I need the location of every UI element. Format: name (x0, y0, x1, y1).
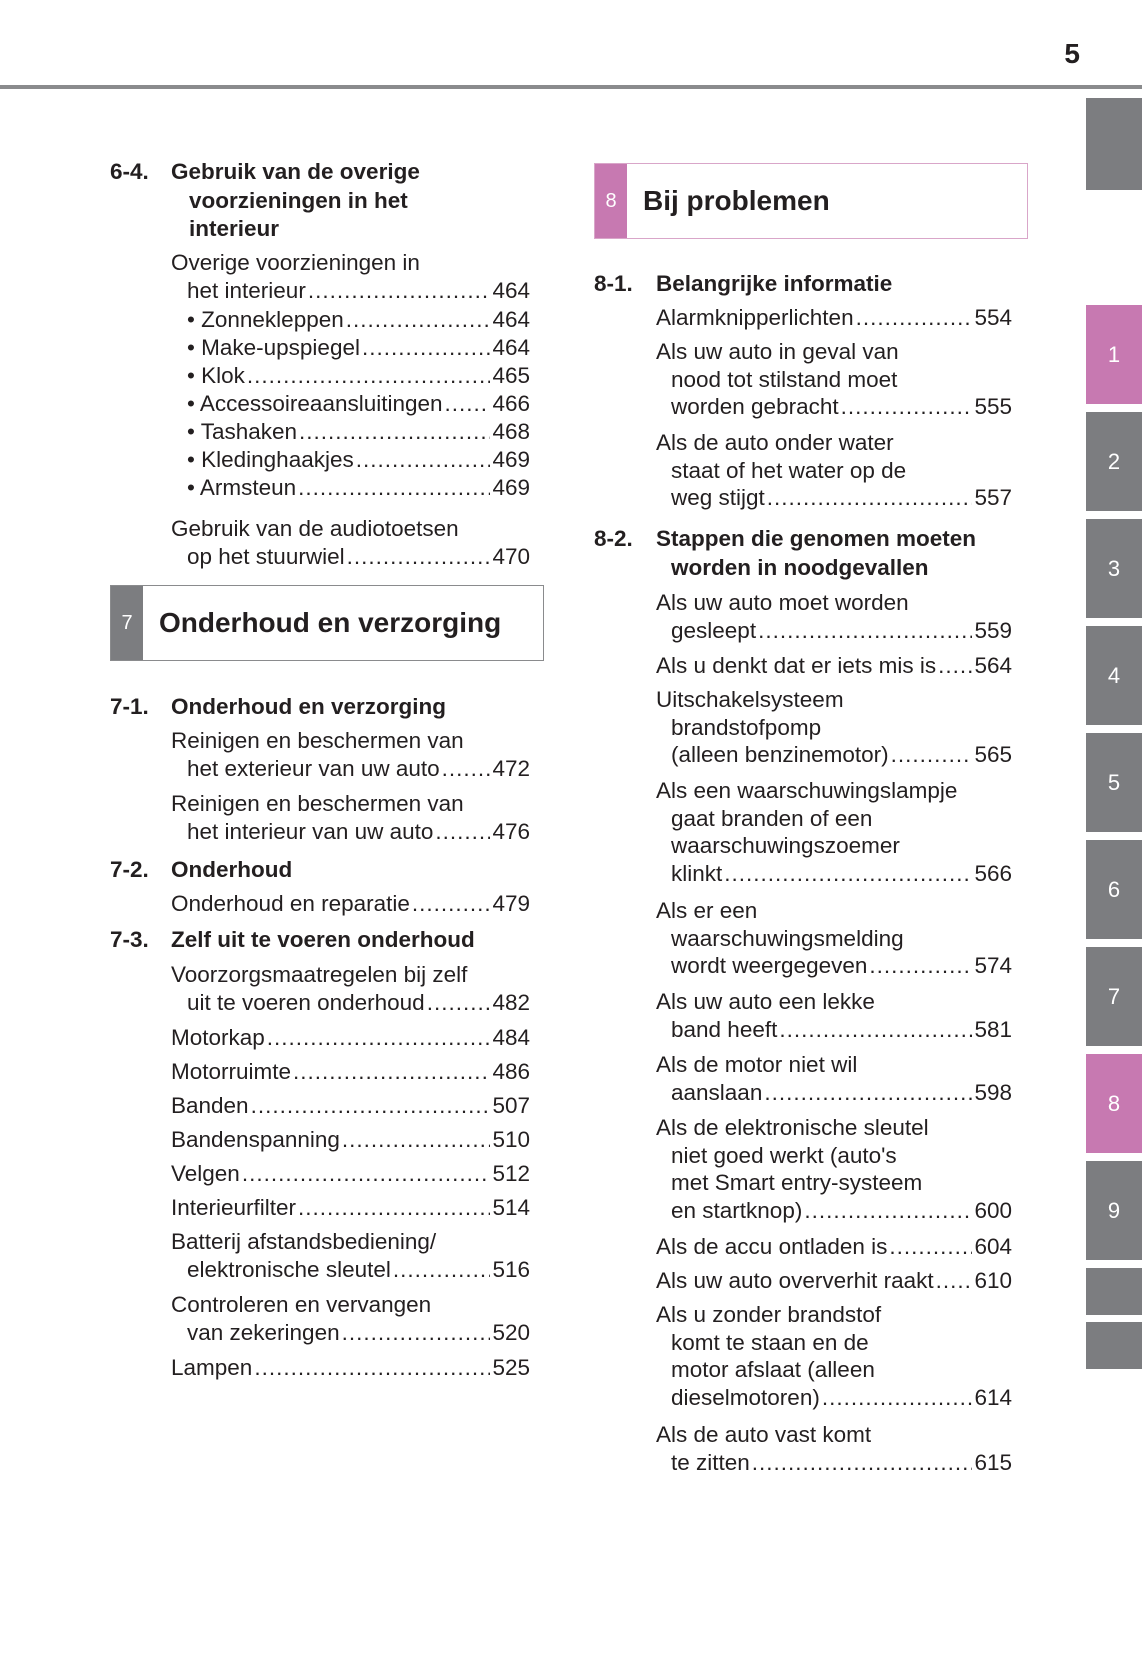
page-ref[interactable]: 469 (492, 475, 530, 500)
dot-leader (804, 1196, 972, 1225)
page-ref[interactable]: 465 (492, 363, 530, 388)
dot-leader (298, 473, 490, 502)
toc-entry-line (171, 1057, 530, 1086)
entry-text: wordt weergegeven (671, 953, 868, 978)
dot-leader (767, 483, 973, 512)
toc-entry-line (171, 1091, 530, 1120)
section-title: Onderhoud en verzorging (171, 694, 447, 719)
dot-leader (362, 333, 490, 362)
toc-entry-line (656, 651, 1012, 680)
dot-leader (251, 1091, 491, 1120)
entry-text: aanslaan (671, 1079, 763, 1105)
dot-leader (247, 361, 491, 390)
entry-text: van zekeringen (187, 1319, 340, 1345)
entry-text: • Armsteun (187, 475, 297, 500)
entry-text: Velgen (171, 1161, 240, 1186)
entry-text: motor afslaat (alleen (671, 1357, 875, 1382)
entry-text: Batterij afstandsbediening/ (171, 1229, 437, 1254)
section-title: interieur (189, 216, 280, 241)
toc-entry-line (187, 817, 530, 846)
page-ref[interactable]: 574 (974, 953, 1012, 978)
page-ref[interactable]: 472 (492, 755, 530, 781)
entry-text: staat of het water op de (671, 457, 907, 483)
toc-entry-line (171, 889, 530, 918)
toc-entry-line (187, 473, 530, 502)
toc-entry-line (671, 951, 1012, 980)
page-number: 5 (1064, 38, 1080, 69)
page-ref[interactable]: 484 (492, 1025, 530, 1050)
page-ref[interactable]: 464 (492, 335, 530, 360)
dot-leader (752, 1448, 973, 1477)
page-ref[interactable]: 520 (492, 1319, 530, 1345)
chapter-tab-6[interactable] (1086, 840, 1142, 939)
entry-text: Lampen (171, 1355, 253, 1380)
toc-entry-line (187, 445, 530, 474)
page-ref[interactable]: 525 (492, 1355, 530, 1380)
page-ref[interactable]: 476 (492, 818, 530, 844)
dot-leader (758, 616, 972, 645)
dot-leader (393, 1255, 491, 1284)
entry-text: Als u denkt dat er iets mis is (656, 653, 937, 678)
entry-text: (alleen benzinemotor) (671, 742, 889, 767)
entry-text: worden gebracht (671, 394, 839, 419)
entry-text: Als uw auto oververhit raakt (656, 1268, 934, 1293)
section-title: Gebruik van de overige (171, 159, 420, 184)
chapter-tab-7[interactable] (1086, 947, 1142, 1046)
dot-leader (427, 988, 491, 1017)
entry-text: te zitten (671, 1449, 750, 1475)
section-title: worden in noodgevallen (671, 554, 929, 580)
chapter-number: 7 (111, 586, 143, 660)
entry-text: dieselmotoren) (671, 1384, 820, 1410)
entry-text: Als de motor niet wil (656, 1052, 858, 1077)
toc-entry-line (187, 361, 530, 390)
dot-leader (342, 1318, 491, 1347)
toc-entry-line (187, 1318, 530, 1347)
entry-text: brandstofpomp (671, 714, 822, 740)
dot-leader (856, 303, 973, 332)
entry-text: Bandenspanning (171, 1127, 340, 1152)
entry-text: op het stuurwiel (187, 543, 345, 569)
toc-entry-line (187, 333, 530, 362)
tab-label: 5 (1107, 769, 1121, 795)
dot-leader (347, 542, 491, 571)
chapter-title: Bij problemen (643, 185, 830, 216)
header-rule (0, 85, 1142, 89)
entry-text: Uitschakelsysteem (656, 687, 844, 712)
section-title: Onderhoud (171, 857, 293, 882)
entry-text: Onderhoud en reparatie (171, 891, 410, 916)
page-ref[interactable]: 512 (492, 1161, 530, 1186)
entry-text: • Zonnekleppen (187, 307, 344, 332)
toc-entry-line (656, 1232, 1012, 1261)
page-ref[interactable]: 469 (492, 447, 530, 472)
entry-text: Als uw auto moet worden (656, 590, 909, 615)
tab-label: 9 (1107, 1197, 1121, 1223)
page-ref[interactable]: 559 (974, 617, 1012, 643)
page-ref[interactable]: 507 (492, 1093, 530, 1118)
page-ref[interactable]: 598 (974, 1079, 1012, 1105)
page-ref[interactable]: 470 (492, 543, 530, 569)
toc-entry-line (171, 1193, 530, 1222)
dot-leader (356, 445, 491, 474)
chapter-tab-8[interactable] (1086, 1054, 1142, 1153)
toc-entry-line (671, 1196, 1012, 1225)
toc-entry-line (187, 305, 530, 334)
entry-text: Gebruik van de audiotoetsen (171, 516, 459, 541)
toc-entry-line (187, 417, 530, 446)
chapter-tab-4[interactable] (1086, 626, 1142, 725)
entry-text: Overige voorzieningen in (171, 250, 420, 275)
toc-entry-line (671, 1078, 1012, 1107)
section-number: 8-1. (594, 271, 633, 296)
dot-leader (435, 817, 490, 846)
entry-text: weg stijgt (671, 485, 765, 510)
dot-leader (254, 1353, 490, 1382)
entry-text: Controleren en vervangen (171, 1292, 432, 1317)
section-title: Belangrijke informatie (656, 271, 893, 296)
page-ref[interactable]: 486 (492, 1059, 530, 1084)
page-ref[interactable]: 466 (492, 391, 530, 416)
toc-entry-line (671, 859, 1012, 888)
page-ref[interactable]: 615 (974, 1449, 1012, 1475)
dot-leader (346, 305, 491, 334)
chapter-number: 8 (595, 164, 627, 238)
toc-entry-line (671, 392, 1012, 421)
chapter-tab-blank[interactable] (1086, 1322, 1142, 1369)
page-ref[interactable]: 565 (974, 742, 1012, 767)
toc-entry-line (656, 303, 1012, 332)
entry-text: Reinigen en beschermen van (171, 728, 464, 753)
section-number: 7-2. (110, 857, 149, 882)
toc-entry-line (187, 276, 530, 305)
entry-text: Als de elektronische sleutel (656, 1115, 929, 1140)
page-ref[interactable]: 604 (974, 1234, 1012, 1259)
chapter-tab-5[interactable] (1086, 733, 1142, 832)
entry-text: waarschuwingsmelding (671, 925, 904, 951)
entry-text: Als uw auto in geval van (656, 339, 899, 364)
section-title: voorzieningen in het (189, 187, 408, 213)
entry-text: het interieur (187, 277, 306, 303)
toc-entry-line (656, 1266, 1012, 1295)
entry-text: met Smart entry-systeem (671, 1170, 923, 1195)
tab-label: 2 (1107, 448, 1121, 474)
page-ref[interactable]: 464 (492, 277, 530, 303)
dot-leader (764, 1078, 972, 1107)
dot-leader (936, 1266, 973, 1295)
entry-text: elektronische sleutel (187, 1256, 391, 1282)
toc-entry-line (671, 1015, 1012, 1044)
toc-entry-line (671, 483, 1012, 512)
entry-text: uit te voeren onderhoud (187, 989, 425, 1015)
dot-leader (445, 389, 491, 418)
toc-entry-line (171, 1023, 530, 1052)
entry-text: klinkt (671, 860, 723, 886)
entry-text: Motorruimte (171, 1059, 292, 1084)
page-ref[interactable]: 555 (974, 394, 1012, 419)
page-ref[interactable]: 581 (974, 1016, 1012, 1042)
dot-leader (869, 951, 972, 980)
toc-entry-line (187, 1255, 530, 1284)
entry-text: Als de accu ontladen is (656, 1234, 888, 1259)
tab-label: 4 (1107, 662, 1121, 688)
toc-entry-line (187, 389, 530, 418)
toc-entry-line (187, 988, 530, 1017)
dot-leader (342, 1125, 491, 1154)
section-title: Zelf uit te voeren onderhoud (171, 927, 475, 952)
entry-text: Als er een (656, 898, 758, 923)
dot-leader (293, 1057, 490, 1086)
entry-text: • Tashaken (187, 419, 298, 444)
chapter-title: Onderhoud en verzorging (159, 607, 502, 638)
toc-entry-line (171, 1159, 530, 1188)
entry-text: niet goed werkt (auto's (671, 1142, 897, 1168)
entry-text: gesleept (671, 617, 757, 643)
tab-label: 6 (1107, 876, 1121, 902)
dot-leader (822, 1383, 973, 1412)
chapter-header-8 (594, 163, 1028, 239)
entry-text: nood tot stilstand moet (671, 366, 898, 392)
entry-text: het exterieur van uw auto (187, 755, 440, 781)
entry-text: • Klok (187, 363, 245, 388)
chapter-tab-1[interactable] (1086, 305, 1142, 404)
entry-text: het interieur van uw auto (187, 818, 434, 844)
dot-leader (242, 1159, 491, 1188)
dot-leader (299, 417, 490, 446)
toc-entry-line (671, 616, 1012, 645)
dot-leader (267, 1023, 491, 1052)
tab-label: 3 (1107, 555, 1121, 581)
entry-text: Als uw auto een lekke (656, 989, 875, 1014)
page-ref[interactable]: 614 (974, 1384, 1012, 1410)
entry-text: • Kledinghaakjes (187, 447, 354, 472)
section-number: 6-4. (110, 159, 149, 184)
page-ref[interactable]: 514 (492, 1195, 530, 1220)
toc-entry-line (671, 1383, 1012, 1412)
tab-label: 1 (1107, 341, 1121, 367)
page-ref[interactable]: 554 (974, 305, 1012, 330)
page-ref[interactable]: 610 (974, 1268, 1012, 1293)
entry-text: gaat branden of een (671, 805, 873, 831)
page-ref[interactable]: 566 (974, 860, 1012, 886)
dot-leader (779, 1015, 972, 1044)
entry-text: en startknop) (671, 1197, 803, 1223)
dot-leader (841, 392, 973, 421)
entry-text: waarschuwingszoemer (671, 833, 900, 858)
chapter-header-7 (110, 585, 544, 661)
page-ref[interactable]: 557 (974, 485, 1012, 510)
page-ref[interactable]: 516 (492, 1256, 530, 1282)
toc-entry-line (187, 542, 530, 571)
page-ref[interactable]: 600 (974, 1197, 1012, 1223)
section-title: Stappen die genomen moeten (656, 526, 977, 551)
entry-text: Motorkap (171, 1025, 265, 1050)
toc-entry-line (171, 1125, 530, 1154)
toc-entry-line (671, 740, 1012, 769)
tab-label: 8 (1107, 1090, 1121, 1116)
entry-text: Reinigen en beschermen van (171, 791, 464, 816)
entry-text: Alarmknipperlichten (656, 305, 854, 330)
entry-text: • Make-upspiegel (187, 335, 360, 360)
dot-leader (298, 1193, 490, 1222)
entry-text: • Accessoireaansluitingen (187, 391, 443, 416)
toc-entry-line (171, 1353, 530, 1382)
entry-text: Als de auto onder water (656, 430, 894, 455)
page-ref[interactable]: 564 (974, 653, 1012, 678)
chapter-tab-blank[interactable] (1086, 98, 1142, 190)
chapter-tab-2[interactable] (1086, 412, 1142, 511)
entry-text: Voorzorgsmaatregelen bij zelf (171, 962, 468, 987)
toc-entry-line (671, 1448, 1012, 1477)
page-ref[interactable]: 510 (492, 1127, 530, 1152)
entry-text: Als een waarschuwingslampje (656, 778, 958, 803)
chapter-tab-9[interactable] (1086, 1161, 1142, 1260)
page-ref[interactable]: 479 (492, 891, 530, 916)
entry-text: Banden (171, 1093, 249, 1118)
entry-text: komt te staan en de (671, 1329, 869, 1355)
chapter-tab-blank[interactable] (1086, 1268, 1142, 1315)
section-number: 8-2. (594, 526, 633, 551)
section-number: 7-3. (110, 927, 149, 952)
entry-text: Als u zonder brandstof (656, 1302, 882, 1327)
dot-leader (938, 651, 972, 680)
entry-text: Als de auto vast komt (656, 1422, 872, 1447)
toc-entry-line (187, 754, 530, 783)
page-ref[interactable]: 468 (492, 419, 530, 444)
entry-text: band heeft (671, 1016, 778, 1042)
entry-text: Interieurfilter (171, 1195, 297, 1220)
tab-label: 7 (1107, 983, 1121, 1009)
chapter-tab-3[interactable] (1086, 519, 1142, 618)
dot-leader (308, 276, 491, 305)
dot-leader (891, 740, 973, 769)
page-ref[interactable]: 464 (492, 307, 530, 332)
page-ref[interactable]: 482 (492, 989, 530, 1015)
dot-leader (724, 859, 972, 888)
dot-leader (889, 1232, 972, 1261)
dot-leader (412, 889, 491, 918)
dot-leader (442, 754, 491, 783)
section-number: 7-1. (110, 694, 149, 719)
